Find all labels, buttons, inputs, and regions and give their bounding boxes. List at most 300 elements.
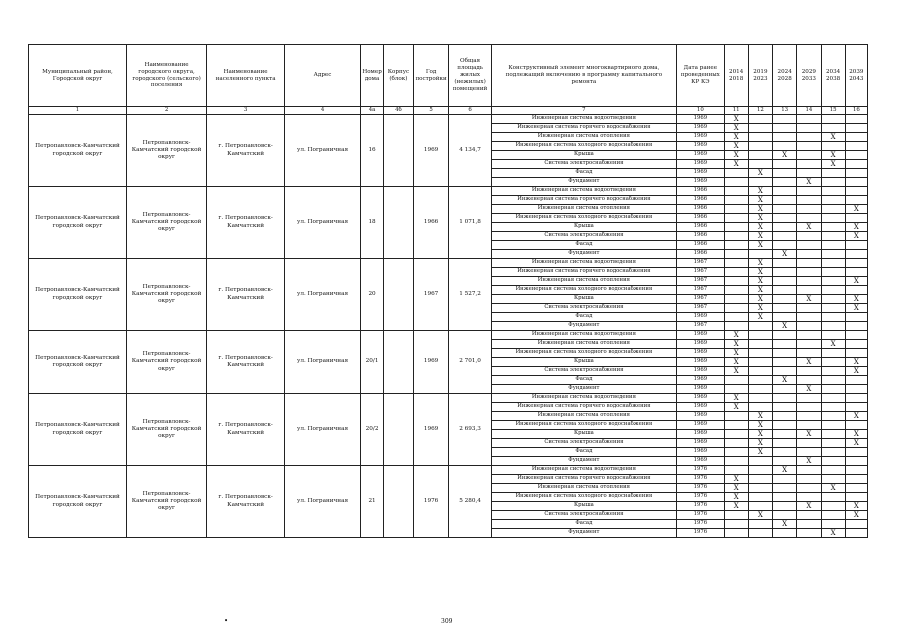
period-cell [845,178,867,187]
element-name: Инженерная система отопления [491,205,677,214]
element-name: Система электроснабжения [491,304,677,313]
previous-repair-date: 1969 [677,412,724,421]
period-cell: X [748,223,772,232]
period-cell: X [724,349,748,358]
house-locality: г. Петропавловск-Камчатский [207,259,285,331]
period-cell [821,232,845,241]
period-cell: X [773,250,797,259]
house-block [384,394,414,466]
period-cell: X [797,223,821,232]
house-block [384,331,414,394]
period-cell [724,421,748,430]
period-cell: X [748,295,772,304]
period-cell [845,331,867,340]
period-cell: X [748,511,772,520]
header-period-2039-2043: 2039 2043 [845,45,867,107]
period-cell [748,376,772,385]
table-row [29,466,868,475]
period-cell: X [797,502,821,511]
period-cell [773,421,797,430]
previous-repair-date: 1969 [677,160,724,169]
repair-program-table [28,44,868,538]
period-cell [821,331,845,340]
previous-repair-date: 1969 [677,457,724,466]
previous-repair-date: 1966 [677,223,724,232]
period-cell [821,376,845,385]
period-cell: X [821,340,845,349]
house-district: Петропавловск-Камчатский городской округ [29,115,127,187]
table-row [29,187,868,196]
period-cell: X [821,160,845,169]
period-cell [797,484,821,493]
period-cell [773,115,797,124]
previous-repair-date: 1967 [677,304,724,313]
period-cell [821,124,845,133]
period-cell [773,259,797,268]
element-name: Фундамент [491,385,677,394]
period-cell [724,466,748,475]
house-locality: г. Петропавловск-Камчатский [207,466,285,538]
house-settlement: Петропавловск-Камчатский городской округ [127,331,207,394]
previous-repair-date: 1976 [677,520,724,529]
period-cell: X [797,178,821,187]
period-cell [797,529,821,538]
period-cell [748,520,772,529]
period-cell [821,394,845,403]
period-cell: X [748,232,772,241]
previous-repair-date: 1969 [677,421,724,430]
period-cell [773,277,797,286]
period-cell [797,214,821,223]
period-cell [821,187,845,196]
period-cell [724,385,748,394]
element-name: Фасад [491,169,677,178]
period-cell [748,349,772,358]
column-number: 13 [773,107,797,115]
period-cell: X [724,133,748,142]
period-cell: X [724,160,748,169]
period-cell [845,187,867,196]
header-year-built: Год постройки [413,45,449,107]
header-locality: Наименование населенного пункта [207,45,285,107]
period-cell: X [773,466,797,475]
column-number: 4а [360,107,383,115]
period-cell [797,466,821,475]
period-cell [845,160,867,169]
period-cell: X [748,196,772,205]
period-cell: X [845,277,867,286]
house-block [384,115,414,187]
period-cell: X [724,124,748,133]
period-cell [773,349,797,358]
house-address: ул. Пограничная [285,259,361,331]
house-district: Петропавловск-Камчатский городской округ [29,331,127,394]
period-cell [821,358,845,367]
previous-repair-date: 1967 [677,268,724,277]
period-cell [821,367,845,376]
period-cell [821,403,845,412]
previous-repair-date: 1967 [677,295,724,304]
house-address: ул. Пограничная [285,331,361,394]
house-locality: г. Петропавловск-Камчатский [207,331,285,394]
period-cell [773,511,797,520]
period-cell [797,421,821,430]
period-cell [845,124,867,133]
period-cell: X [724,142,748,151]
period-cell [845,394,867,403]
period-cell [748,385,772,394]
period-cell [748,178,772,187]
previous-repair-date: 1969 [677,358,724,367]
previous-repair-date: 1976 [677,502,724,511]
element-name: Крыша [491,295,677,304]
house-district: Петропавловск-Камчатский городской округ [29,187,127,259]
period-cell: X [748,439,772,448]
previous-repair-date: 1969 [677,340,724,349]
period-cell [724,187,748,196]
previous-repair-date: 1969 [677,133,724,142]
period-cell: X [748,448,772,457]
period-cell [797,268,821,277]
period-cell [773,502,797,511]
period-cell [773,340,797,349]
table-body [29,115,868,538]
stray-mark: • [224,617,229,625]
header-address: Адрес [285,45,361,107]
previous-repair-date: 1976 [677,466,724,475]
period-cell [724,178,748,187]
house-address: ул. Пограничная [285,466,361,538]
period-cell [797,232,821,241]
previous-repair-date: 1969 [677,394,724,403]
period-cell [821,205,845,214]
period-cell [748,160,772,169]
period-cell [797,169,821,178]
period-cell: X [797,457,821,466]
period-cell [748,151,772,160]
period-cell [724,412,748,421]
house-year-built: 1976 [413,466,449,538]
period-cell [821,511,845,520]
element-name: Инженерная система холодного водоснабжения [491,286,677,295]
period-cell [797,115,821,124]
period-cell [821,178,845,187]
period-cell [797,196,821,205]
period-cell [845,484,867,493]
period-cell [821,223,845,232]
header-house-number: Номер дома [360,45,383,107]
previous-repair-date: 1967 [677,286,724,295]
period-cell [773,205,797,214]
period-cell: X [748,304,772,313]
header-period-2029-2033: 2029 2033 [797,45,821,107]
period-cell [773,448,797,457]
period-cell [821,286,845,295]
house-year-built: 1966 [413,187,449,259]
period-cell [797,340,821,349]
house-area: 5 280,4 [449,466,491,538]
period-cell [724,511,748,520]
previous-repair-date: 1966 [677,250,724,259]
period-cell [748,133,772,142]
period-cell [821,349,845,358]
house-area: 2 693,3 [449,394,491,466]
previous-repair-date: 1966 [677,232,724,241]
period-cell [748,358,772,367]
period-cell [724,241,748,250]
period-cell [773,439,797,448]
previous-repair-date: 1969 [677,178,724,187]
period-cell [773,412,797,421]
element-name: Система электроснабжения [491,160,677,169]
period-cell [845,268,867,277]
element-name: Крыша [491,502,677,511]
period-cell [724,313,748,322]
column-number: 3 [207,107,285,115]
period-cell [845,142,867,151]
previous-repair-date: 1966 [677,214,724,223]
period-cell: X [773,520,797,529]
house-number: 20/2 [360,394,383,466]
period-cell: X [773,376,797,385]
header-period-2024-2028: 2024 2028 [773,45,797,107]
period-cell: X [845,358,867,367]
period-cell [748,475,772,484]
period-cell [821,313,845,322]
element-name: Инженерная система горячего водоснабжения [491,268,677,277]
previous-repair-date: 1969 [677,331,724,340]
period-cell [821,385,845,394]
period-cell: X [821,484,845,493]
house-year-built: 1967 [413,259,449,331]
element-name: Инженерная система горячего водоснабжения [491,403,677,412]
period-cell: X [748,268,772,277]
period-cell [724,169,748,178]
period-cell [724,322,748,331]
previous-repair-date: 1967 [677,322,724,331]
period-cell [845,457,867,466]
period-cell [724,529,748,538]
previous-repair-date: 1969 [677,142,724,151]
period-cell [773,358,797,367]
period-cell [797,187,821,196]
element-name: Инженерная система водоотведения [491,115,677,124]
element-name: Фундамент [491,178,677,187]
period-cell [773,142,797,151]
previous-repair-date: 1976 [677,484,724,493]
period-cell [821,169,845,178]
period-cell [797,448,821,457]
period-cell: X [724,493,748,502]
house-settlement: Петропавловск-Камчатский городской округ [127,394,207,466]
column-number-row [29,107,868,115]
period-cell [797,241,821,250]
period-cell: X [845,232,867,241]
period-cell [797,313,821,322]
house-year-built: 1969 [413,331,449,394]
period-cell [821,214,845,223]
previous-repair-date: 1969 [677,430,724,439]
period-cell [773,268,797,277]
period-cell [773,187,797,196]
period-cell [797,475,821,484]
house-address: ул. Пограничная [285,394,361,466]
period-cell [821,448,845,457]
element-name: Инженерная система холодного водоснабжения [491,421,677,430]
period-cell [773,484,797,493]
period-cell [724,430,748,439]
house-district: Петропавловск-Камчатский городской округ [29,466,127,538]
period-cell [773,475,797,484]
period-cell [821,268,845,277]
period-cell: X [748,259,772,268]
period-cell [773,385,797,394]
period-cell: X [845,295,867,304]
period-cell [773,124,797,133]
period-cell [748,457,772,466]
period-cell [821,250,845,259]
period-cell [748,322,772,331]
period-cell [845,196,867,205]
previous-repair-date: 1966 [677,196,724,205]
previous-repair-date: 1969 [677,151,724,160]
period-cell [845,376,867,385]
period-cell [748,124,772,133]
house-address: ул. Пограничная [285,187,361,259]
element-name: Инженерная система холодного водоснабжения [491,349,677,358]
period-cell: X [748,169,772,178]
column-number: 6 [449,107,491,115]
page-number: 309 [441,618,453,625]
period-cell [773,313,797,322]
period-cell [845,133,867,142]
previous-repair-date: 1969 [677,367,724,376]
element-name: Фундамент [491,250,677,259]
period-cell [748,502,772,511]
previous-repair-date: 1969 [677,385,724,394]
table-row [29,331,868,340]
period-cell: X [748,277,772,286]
header-area: Общая площадь жилых (нежилых) помещений [449,45,491,107]
previous-repair-date: 1969 [677,124,724,133]
period-cell: X [845,511,867,520]
period-cell [797,520,821,529]
previous-repair-date: 1976 [677,493,724,502]
house-district: Петропавловск-Камчатский городской округ [29,394,127,466]
house-block [384,259,414,331]
house-area: 2 701,0 [449,331,491,394]
period-cell [821,466,845,475]
period-cell: X [845,502,867,511]
period-cell [724,439,748,448]
period-cell: X [821,529,845,538]
period-cell [845,403,867,412]
period-cell [748,484,772,493]
previous-repair-date: 1967 [677,259,724,268]
column-number: 12 [748,107,772,115]
element-name: Инженерная система горячего водоснабжения [491,124,677,133]
period-cell [845,313,867,322]
house-locality: г. Петропавловск-Камчатский [207,394,285,466]
period-cell [797,349,821,358]
previous-repair-date: 1966 [677,205,724,214]
period-cell [773,493,797,502]
element-name: Инженерная система отопления [491,277,677,286]
period-cell [773,241,797,250]
house-area: 4 134,7 [449,115,491,187]
header-period-2034-2038: 2034 2038 [821,45,845,107]
period-cell [821,277,845,286]
house-district: Петропавловск-Камчатский городской округ [29,259,127,331]
house-settlement: Петропавловск-Камчатский городской округ [127,187,207,259]
column-number: 4б [384,107,414,115]
column-number: 7 [491,107,677,115]
previous-repair-date: 1969 [677,376,724,385]
period-cell: X [821,133,845,142]
period-cell [797,250,821,259]
period-cell: X [845,430,867,439]
period-cell [724,250,748,259]
period-cell [724,376,748,385]
element-name: Инженерная система водоотведения [491,259,677,268]
house-area: 1 527,2 [449,259,491,331]
period-cell [797,394,821,403]
element-name: Фасад [491,520,677,529]
column-number: 15 [821,107,845,115]
period-cell [845,286,867,295]
period-cell [821,259,845,268]
period-cell: X [724,331,748,340]
period-cell: X [748,412,772,421]
period-cell [797,205,821,214]
period-cell [845,475,867,484]
period-cell [797,124,821,133]
period-cell [773,286,797,295]
period-cell [797,304,821,313]
period-cell [773,403,797,412]
period-cell: X [748,241,772,250]
previous-repair-date: 1969 [677,115,724,124]
element-name: Крыша [491,430,677,439]
period-cell [724,304,748,313]
period-cell [797,286,821,295]
period-cell [773,529,797,538]
period-cell: X [748,187,772,196]
period-cell [845,169,867,178]
element-name: Инженерная система водоотведения [491,187,677,196]
period-cell [797,142,821,151]
element-name: Крыша [491,151,677,160]
previous-repair-date: 1976 [677,529,724,538]
column-number: 16 [845,107,867,115]
previous-repair-date: 1966 [677,187,724,196]
period-cell [748,394,772,403]
period-cell [773,214,797,223]
house-number: 20/1 [360,331,383,394]
element-name: Фундамент [491,457,677,466]
house-number: 16 [360,115,383,187]
period-cell [773,304,797,313]
period-cell [821,115,845,124]
period-cell: X [773,322,797,331]
period-cell [821,295,845,304]
element-name: Инженерная система водоотведения [491,331,677,340]
element-name: Система электроснабжения [491,232,677,241]
period-cell [845,520,867,529]
period-cell [797,259,821,268]
period-cell [845,250,867,259]
period-cell: X [845,304,867,313]
